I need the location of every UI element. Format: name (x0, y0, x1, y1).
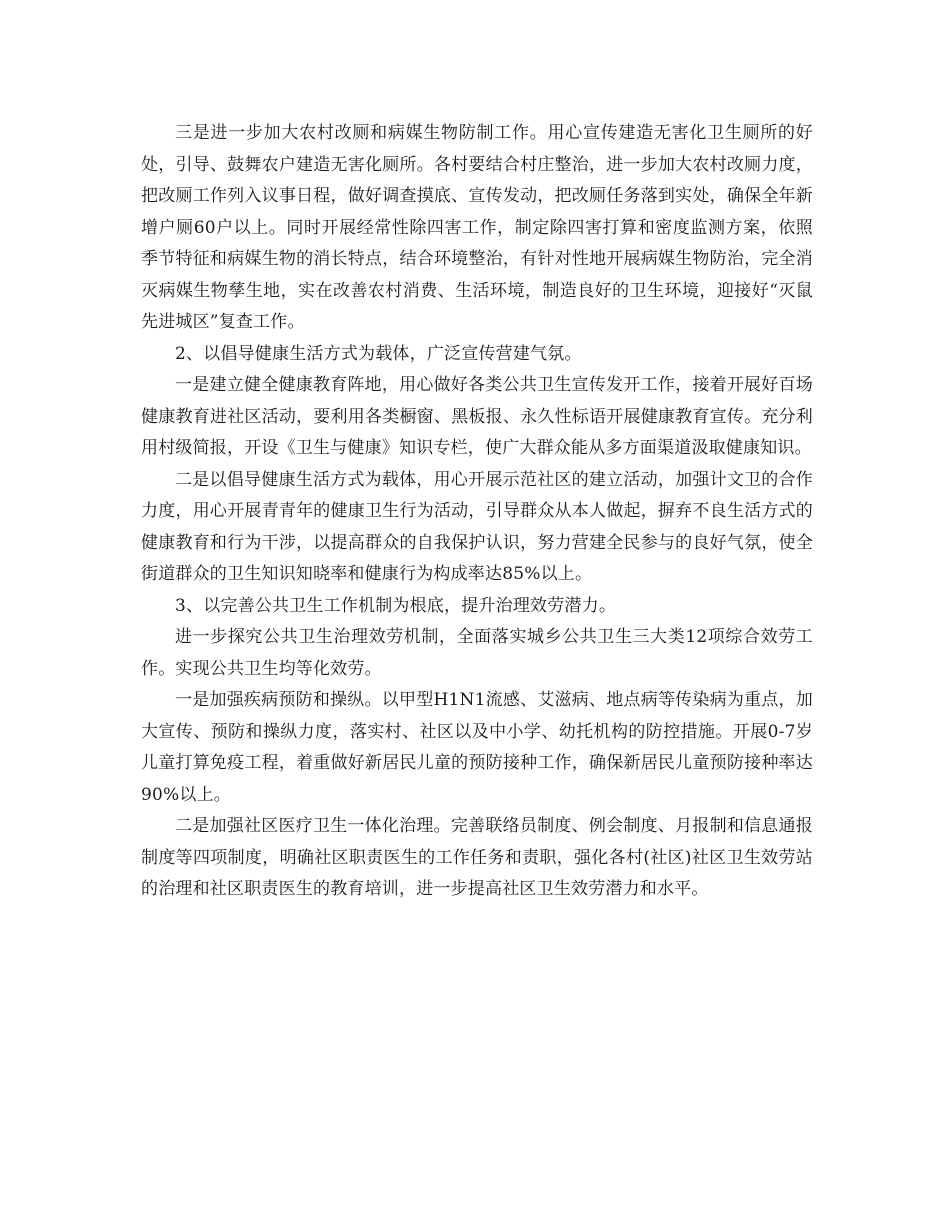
paragraph-demonstration-community: 二是以倡导健康生活方式为载体，用心开展示范社区的建立活动，加强计文卫的合作力度，用心开展青青年的健康卫生行为活动，引导群众从本人做起，摒弃不良生活方式的健康教育和行为干涉，以提高群众的自我保护认识，努力营建全民参与的良好气氛，使全街道群众的卫生知识知晓率和健康行为构成率达85%以上。 (141, 469, 813, 584)
paragraph-service-mechanism: 进一步探究公共卫生治理效劳机制，全面落实城乡公共卫生三大类12项综合效劳工作。实现公共卫生均等化效劳。 (141, 627, 813, 679)
heading-public-health-mechanism: 3、以完善公共卫生工作机制为根底，提升治理效劳潜力。 (175, 595, 617, 616)
paragraph-community-medical-integration: 二是加强社区医疗卫生一体化治理。完善联络员制度、例会制度、月报制和信息通报制度等四项制度，明确社区职责医生的工作任务和责职，强化各村(社区)社区卫生效劳站的治理和社区职责医生的教育培训，进一步提高社区卫生效劳潜力和水平。 (141, 816, 813, 899)
document-body (141, 118, 813, 906)
paragraph-health-education-base: 一是建立健全健康教育阵地，用心做好各类公共卫生宣传发开工作，接着开展好百场健康教育进社区活动，要利用各类橱窗、黑板报、永久性标语开展健康教育宣传。充分利用村级简报，开设《卫生与健康》知识专栏，使广大群众能从多方面渠道汲取健康知识。 (141, 375, 813, 458)
heading-healthy-lifestyle: 2、以倡导健康生活方式为载体，广泛宣传营建气氛。 (175, 343, 582, 364)
paragraph-rural-toilet-vector-control: 三是进一步加大农村改厕和病媒生物防制工作。用心宣传建造无害化卫生厕所的好处，引导、鼓舞农户建造无害化厕所。各村要结合村庄整治，进一步加大农村改厕力度，把改厕工作列入议事日程，做好调查摸底、宣传发动，把改厕任务落到实处，确保全年新增户厕60户以上。同时开展经常性除四害工作，制定除四害打算和密度监测方案，依照季节特征和病媒生物的消长特点，结合环境整治，有针对性地开展病媒生物防治，完全消灭病媒生物孳生地，实在改善农村消费、生活环境，制造良好的卫生环境，迎接好“灭鼠先进城区”复查工作。 (141, 123, 813, 332)
paragraph-disease-prevention: 一是加强疾病预防和操纵。以甲型H1N1流感、艾滋病、地点病等传染病为重点，加大宣传、预防和操纵力度，落实村、社区以及中小学、幼托机构的防控措施。开展0-7岁儿童打算免疫工程，着重做好新居民儿童的预防接种工作，确保新居民儿童预防接种率达90%以上。 (141, 690, 813, 805)
